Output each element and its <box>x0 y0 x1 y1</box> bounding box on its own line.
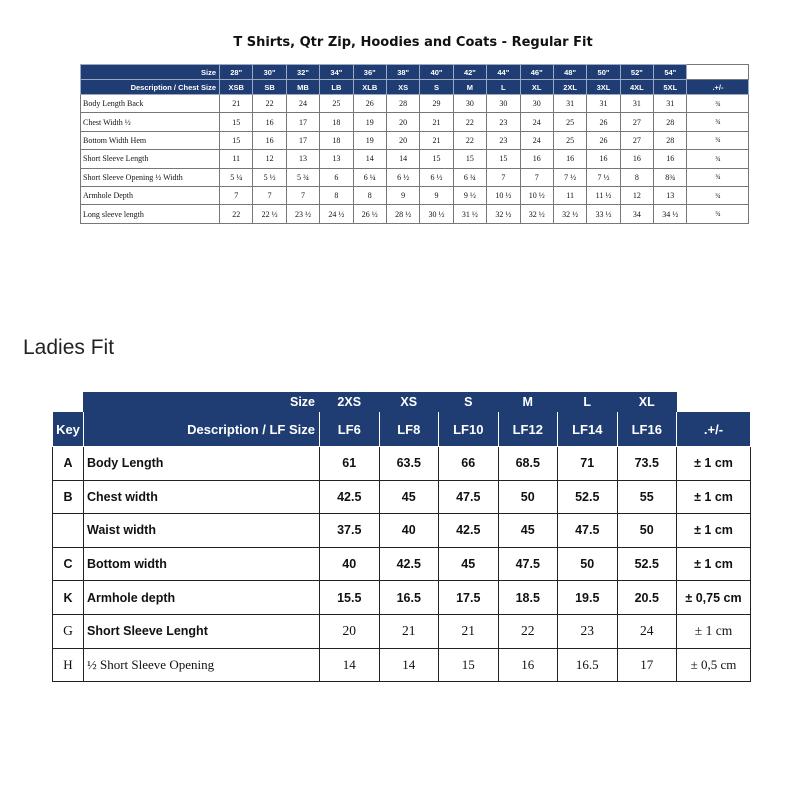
measurement-value: 30 <box>453 95 486 113</box>
size-label: Size <box>81 65 220 80</box>
measurement-value: 33 ½ <box>587 205 620 223</box>
measurement-value: 11 <box>553 186 586 204</box>
tolerance-value: ¾ <box>687 113 749 131</box>
measurement-value: 9 ½ <box>453 186 486 204</box>
measurement-value: 31 ½ <box>453 205 486 223</box>
measurement-description: Armhole Depth <box>81 186 220 204</box>
measurement-value: 21 <box>379 614 439 648</box>
measurement-value: 25 <box>320 95 353 113</box>
table-row <box>81 95 749 113</box>
measurement-value: 15.5 <box>320 581 380 615</box>
size-header-cell: 32" <box>286 65 319 80</box>
table-row <box>81 131 749 149</box>
measurement-value: 25 <box>553 113 586 131</box>
size-header-cell: 2XS <box>320 393 380 412</box>
measurement-value: 7 <box>520 168 553 186</box>
measurement-value: 42.5 <box>320 480 380 514</box>
size-label: Size <box>84 393 320 412</box>
measurement-value: 17 <box>286 113 319 131</box>
size-code-cell: LF14 <box>558 412 618 447</box>
measurement-value: 55 <box>617 480 677 514</box>
code-header-row <box>53 412 751 447</box>
table-row <box>81 205 749 223</box>
measurement-value: 22 <box>253 95 286 113</box>
size-header-cell: 38" <box>386 65 419 80</box>
measurement-value: 27 <box>620 131 653 149</box>
measurement-value: 15 <box>220 113 253 131</box>
measurement-value: 10 ½ <box>487 186 520 204</box>
size-code-cell: XL <box>520 80 553 95</box>
size-code-cell: 2XL <box>553 80 586 95</box>
measurement-value: 18 <box>320 113 353 131</box>
measurement-value: 20.5 <box>617 581 677 615</box>
measurement-value: 71 <box>558 447 618 481</box>
tolerance-value: ± 1 cm <box>677 514 751 548</box>
measurement-value: 14 <box>353 150 386 168</box>
measurement-value: 6 ¾ <box>453 168 486 186</box>
empty-header-cell <box>677 393 751 412</box>
size-code-cell: XSB <box>220 80 253 95</box>
measurement-value: 26 <box>353 95 386 113</box>
size-header-cell: 48" <box>553 65 586 80</box>
tolerance-value: ± 0,5 cm <box>677 648 751 682</box>
measurement-value: 8¾ <box>654 168 687 186</box>
measurement-value: 47.5 <box>439 480 499 514</box>
measurement-value: 30 ½ <box>420 205 453 223</box>
ladies-fit-size-table <box>52 392 751 682</box>
measurement-value: 34 ½ <box>654 205 687 223</box>
measurement-value: 5 ½ <box>253 168 286 186</box>
size-code-cell: LF6 <box>320 412 380 447</box>
size-header-cell: 42" <box>453 65 486 80</box>
measurement-value: 37.5 <box>320 514 380 548</box>
measurement-value: 12 <box>253 150 286 168</box>
measurement-value: 24 ½ <box>320 205 353 223</box>
measurement-value: 28 <box>654 113 687 131</box>
table-row <box>53 547 751 581</box>
measurement-value: 16 <box>553 150 586 168</box>
measurement-value: 42.5 <box>379 547 439 581</box>
table-row <box>81 113 749 131</box>
measurement-value: 21 <box>420 131 453 149</box>
measurement-value: 24 <box>617 614 677 648</box>
key-header: Key <box>53 412 84 447</box>
measurement-value: 63.5 <box>379 447 439 481</box>
measurement-value: 20 <box>386 131 419 149</box>
measurement-value: 22 <box>453 131 486 149</box>
table-row <box>81 186 749 204</box>
measurement-value: 23 ½ <box>286 205 319 223</box>
measurement-value: 52.5 <box>558 480 618 514</box>
measurement-description: Chest width <box>84 480 320 514</box>
measurement-description: Chest Width ½ <box>81 113 220 131</box>
description-lf-size-label: Description / LF Size <box>84 412 320 447</box>
measurement-value: 24 <box>286 95 319 113</box>
measurement-value: 13 <box>320 150 353 168</box>
size-code-cell: 5XL <box>654 80 687 95</box>
measurement-value: 5 ¼ <box>220 168 253 186</box>
size-code-cell: LF8 <box>379 412 439 447</box>
size-code-cell: MB <box>286 80 319 95</box>
measurement-value: 14 <box>320 648 380 682</box>
row-key <box>53 514 84 548</box>
tolerance-value: ± 1 cm <box>677 447 751 481</box>
measurement-value: 16.5 <box>558 648 618 682</box>
measurement-value: 26 ½ <box>353 205 386 223</box>
measurement-value: 61 <box>320 447 380 481</box>
measurement-value: 31 <box>654 95 687 113</box>
measurement-value: 50 <box>498 480 558 514</box>
tolerance-value: ¾ <box>687 131 749 149</box>
size-code-cell: SB <box>253 80 286 95</box>
table-row <box>81 168 749 186</box>
measurement-value: 23 <box>487 131 520 149</box>
size-code-cell: 3XL <box>587 80 620 95</box>
size-header-cell: 36" <box>353 65 386 80</box>
size-header-cell: 54" <box>654 65 687 80</box>
measurement-value: 11 ½ <box>587 186 620 204</box>
measurement-value: 6 ½ <box>420 168 453 186</box>
tolerance-header: .+/- <box>687 80 749 95</box>
measurement-value: 8 <box>353 186 386 204</box>
tolerance-value: ¾ <box>687 95 749 113</box>
measurement-value: 23 <box>558 614 618 648</box>
measurement-value: 16 <box>620 150 653 168</box>
size-code-cell: LF10 <box>439 412 499 447</box>
row-key: K <box>53 581 84 615</box>
measurement-description: Short Sleeve Lenght <box>84 614 320 648</box>
measurement-value: 32 ½ <box>487 205 520 223</box>
measurement-value: 7 <box>286 186 319 204</box>
measurement-value: 26 <box>587 113 620 131</box>
measurement-description: Armhole depth <box>84 581 320 615</box>
measurement-value: 40 <box>320 547 380 581</box>
measurement-description: Long sleeve length <box>81 205 220 223</box>
size-header-cell: L <box>558 393 618 412</box>
measurement-value: 24 <box>520 113 553 131</box>
measurement-value: 17 <box>617 648 677 682</box>
measurement-value: 27 <box>620 113 653 131</box>
size-code-cell: XS <box>386 80 419 95</box>
size-header-cell: 52" <box>620 65 653 80</box>
measurement-value: 25 <box>553 131 586 149</box>
measurement-value: 19 <box>353 113 386 131</box>
measurement-value: 7 ½ <box>587 168 620 186</box>
size-header-cell: XS <box>379 393 439 412</box>
table-row <box>53 614 751 648</box>
regular-fit-title: T Shirts, Qtr Zip, Hoodies and Coats - Regular Fit <box>233 35 593 50</box>
measurement-value: 23 <box>487 113 520 131</box>
measurement-value: 68.5 <box>498 447 558 481</box>
measurement-value: 30 <box>487 95 520 113</box>
measurement-description: ½ Short Sleeve Opening <box>84 648 320 682</box>
measurement-value: 40 <box>379 514 439 548</box>
table-row <box>53 447 751 481</box>
tolerance-value: ¾ <box>687 168 749 186</box>
size-header-cell: 44" <box>487 65 520 80</box>
measurement-description: Body Length Back <box>81 95 220 113</box>
measurement-value: 9 <box>420 186 453 204</box>
size-code-cell: L <box>487 80 520 95</box>
measurement-value: 22 <box>453 113 486 131</box>
measurement-value: 8 <box>620 168 653 186</box>
tolerance-value: ¾ <box>687 186 749 204</box>
measurement-value: 21 <box>420 113 453 131</box>
measurement-value: 45 <box>379 480 439 514</box>
tolerance-value: ± 1 cm <box>677 547 751 581</box>
measurement-value: 7 <box>487 168 520 186</box>
measurement-value: 47.5 <box>558 514 618 548</box>
measurement-value: 31 <box>620 95 653 113</box>
measurement-value: 31 <box>553 95 586 113</box>
measurement-value: 24 <box>520 131 553 149</box>
row-key: B <box>53 480 84 514</box>
measurement-value: 6 ½ <box>386 168 419 186</box>
measurement-value: 16 <box>253 113 286 131</box>
row-key: C <box>53 547 84 581</box>
tolerance-value: ¾ <box>687 150 749 168</box>
measurement-value: 16 <box>253 131 286 149</box>
measurement-value: 50 <box>617 514 677 548</box>
measurement-value: 22 <box>220 205 253 223</box>
tolerance-value: ¾ <box>687 205 749 223</box>
size-header-row <box>81 65 749 80</box>
measurement-value: 45 <box>498 514 558 548</box>
size-code-cell: M <box>453 80 486 95</box>
size-header-cell: 50" <box>587 65 620 80</box>
measurement-value: 66 <box>439 447 499 481</box>
row-key: A <box>53 447 84 481</box>
measurement-value: 15 <box>220 131 253 149</box>
measurement-value: 18 <box>320 131 353 149</box>
measurement-value: 28 <box>386 95 419 113</box>
tolerance-value: ± 1 cm <box>677 480 751 514</box>
measurement-value: 19 <box>353 131 386 149</box>
measurement-description: Bottom width <box>84 547 320 581</box>
measurement-value: 13 <box>286 150 319 168</box>
table-row <box>53 480 751 514</box>
measurement-value: 16 <box>654 150 687 168</box>
size-header-cell: 34" <box>320 65 353 80</box>
measurement-value: 10 ½ <box>520 186 553 204</box>
measurement-value: 17 <box>286 131 319 149</box>
measurement-value: 16.5 <box>379 581 439 615</box>
measurement-description: Body Length <box>84 447 320 481</box>
measurement-value: 16 <box>520 150 553 168</box>
measurement-value: 31 <box>587 95 620 113</box>
measurement-value: 21 <box>439 614 499 648</box>
measurement-value: 17.5 <box>439 581 499 615</box>
measurement-value: 6 ¼ <box>353 168 386 186</box>
size-header-cell: M <box>498 393 558 412</box>
tolerance-value: ± 0,75 cm <box>677 581 751 615</box>
measurement-value: 19.5 <box>558 581 618 615</box>
measurement-value: 32 ½ <box>553 205 586 223</box>
measurement-value: 14 <box>379 648 439 682</box>
size-header-cell: 30" <box>253 65 286 80</box>
table-row <box>53 514 751 548</box>
measurement-description: Bottom Width Hem <box>81 131 220 149</box>
measurement-value: 47.5 <box>498 547 558 581</box>
tolerance-header: .+/- <box>677 412 751 447</box>
size-header-cell: 40" <box>420 65 453 80</box>
description-chest-size-label: Description / Chest Size <box>81 80 220 95</box>
size-header-cell: 46" <box>520 65 553 80</box>
measurement-value: 5 ¾ <box>286 168 319 186</box>
measurement-value: 16 <box>498 648 558 682</box>
measurement-value: 7 ½ <box>553 168 586 186</box>
empty-header-cell <box>687 65 749 80</box>
size-code-cell: LF12 <box>498 412 558 447</box>
size-code-cell: LB <box>320 80 353 95</box>
measurement-value: 21 <box>220 95 253 113</box>
size-header-row <box>53 393 751 412</box>
measurement-value: 22 ½ <box>253 205 286 223</box>
measurement-description: Waist width <box>84 514 320 548</box>
measurement-value: 45 <box>439 547 499 581</box>
measurement-value: 20 <box>320 614 380 648</box>
size-code-cell: S <box>420 80 453 95</box>
regular-fit-size-table <box>80 64 749 224</box>
measurement-value: 30 <box>520 95 553 113</box>
measurement-value: 15 <box>453 150 486 168</box>
size-header-cell: S <box>439 393 499 412</box>
measurement-value: 22 <box>498 614 558 648</box>
size-code-cell: LF16 <box>617 412 677 447</box>
measurement-value: 15 <box>420 150 453 168</box>
measurement-value: 8 <box>320 186 353 204</box>
measurement-value: 18.5 <box>498 581 558 615</box>
tolerance-value: ± 1 cm <box>677 614 751 648</box>
ladies-fit-title: Ladies Fit <box>23 336 115 359</box>
row-key: G <box>53 614 84 648</box>
measurement-value: 28 <box>654 131 687 149</box>
measurement-value: 13 <box>654 186 687 204</box>
code-header-row <box>81 80 749 95</box>
measurement-value: 20 <box>386 113 419 131</box>
measurement-value: 16 <box>587 150 620 168</box>
measurement-value: 7 <box>253 186 286 204</box>
measurement-value: 11 <box>220 150 253 168</box>
table-row <box>53 648 751 682</box>
size-header-cell: 28" <box>220 65 253 80</box>
table-row <box>53 581 751 615</box>
measurement-value: 15 <box>439 648 499 682</box>
measurement-value: 52.5 <box>617 547 677 581</box>
empty-header-cell <box>53 393 84 412</box>
measurement-value: 7 <box>220 186 253 204</box>
measurement-value: 50 <box>558 547 618 581</box>
measurement-value: 42.5 <box>439 514 499 548</box>
measurement-value: 15 <box>487 150 520 168</box>
measurement-value: 29 <box>420 95 453 113</box>
measurement-value: 14 <box>386 150 419 168</box>
measurement-value: 9 <box>386 186 419 204</box>
measurement-value: 32 ½ <box>520 205 553 223</box>
measurement-value: 34 <box>620 205 653 223</box>
measurement-value: 28 ½ <box>386 205 419 223</box>
measurement-value: 6 <box>320 168 353 186</box>
measurement-value: 12 <box>620 186 653 204</box>
measurement-value: 73.5 <box>617 447 677 481</box>
table-row <box>81 150 749 168</box>
size-header-cell: XL <box>617 393 677 412</box>
size-code-cell: 4XL <box>620 80 653 95</box>
measurement-description: Short Sleeve Length <box>81 150 220 168</box>
size-code-cell: XLB <box>353 80 386 95</box>
row-key: H <box>53 648 84 682</box>
measurement-description: Short Sleeve Opening ½ Width <box>81 168 220 186</box>
measurement-value: 26 <box>587 131 620 149</box>
